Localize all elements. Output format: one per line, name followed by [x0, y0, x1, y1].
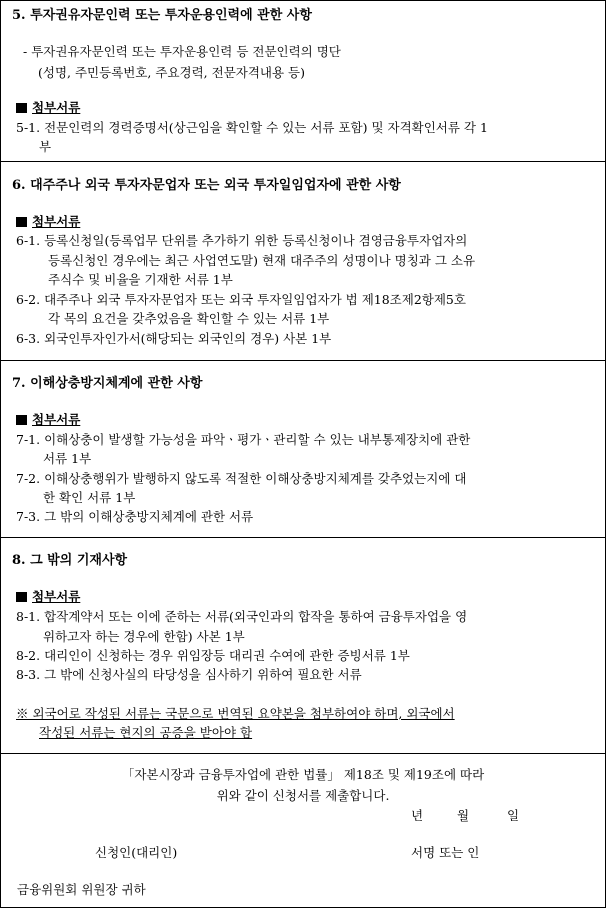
section-divider: [1, 537, 605, 538]
translation-note-cont: 작성된 서류는 현지의 공증을 받아야 함: [39, 725, 253, 740]
section-5-staff-details-text: (성명, 주민등록번호, 주요경력, 전문자격내용 등): [38, 65, 305, 80]
applicant-label: 신청인(대리인): [95, 845, 178, 860]
section-divider: [1, 753, 605, 754]
attachment-item-5-1-cont: 부: [39, 139, 52, 154]
section-7-attachments-heading: 첨부서류: [16, 411, 80, 429]
square-bullet-icon: [16, 592, 27, 602]
signature-label: 서명 또는 인: [411, 845, 480, 860]
attachment-item-8-1: 8-1. 합작계약서 또는 이에 준하는 서류(외국인과의 합작을 통하여 금융투자업을 영: [16, 609, 468, 624]
section-5-attachments-heading: 첨부서류: [16, 99, 80, 117]
square-bullet-icon: [16, 415, 27, 425]
square-bullet-icon: [16, 217, 27, 227]
attachment-item-7-1: 7-1. 이해상충이 발생할 가능성을 파악ㆍ평가ㆍ관리할 수 있는 내부통제장치에 관한: [16, 432, 471, 447]
attachment-item-6-1-cont: 등록신청인 경우에는 최근 사업연도말) 현재 대주주의 성명이나 명칭과 그 소유: [48, 253, 476, 268]
attachment-item-5-1: 5-1. 전문인력의 경력증명서(상근임을 확인할 수 있는 서류 포함) 및 자격확인서류 각 1: [16, 120, 488, 135]
attachment-item-6-3: 6-3. 외국인투자인가서(해당되는 외국인의 경우) 사본 1부: [16, 331, 332, 346]
section-divider: [1, 360, 605, 361]
section-6-title: 6. 대주주나 외국 투자자문업자 또는 외국 투자일임업자에 관한 사항: [12, 178, 401, 193]
attachment-item-8-1-cont: 위하고자 하는 경우에 한함) 사본 1부: [43, 629, 245, 644]
attachment-item-7-2-cont: 한 확인 서류 1부: [43, 490, 136, 505]
section-5-title: 5. 투자권유자문인력 또는 투자운용인력에 관한 사항: [12, 8, 312, 23]
attachment-item-6-2-cont: 각 목의 요건을 갖추었음을 확인할 수 있는 서류 1부: [48, 311, 330, 326]
translation-note: ※ 외국어로 작성된 서류는 국문으로 번역된 요약본을 첨부하여야 하며, 외국에서: [16, 706, 455, 721]
section-8-attachments-heading: 첨부서류: [16, 588, 80, 606]
section-5-staff-list-text: - 투자권유자문인력 또는 투자운용인력 등 전문인력의 명단: [23, 44, 341, 59]
attachment-item-6-1-cont: 주식수 및 비율을 기재한 서류 1부: [48, 272, 233, 287]
section-7-title: 7. 이해상충방지체계에 관한 사항: [12, 376, 203, 391]
attachment-item-8-2: 8-2. 대리인이 신청하는 경우 위임장등 대리권 수여에 관한 증빙서류 1부: [16, 648, 410, 663]
square-bullet-icon: [16, 103, 27, 113]
attachment-item-7-1-cont: 서류 1부: [43, 451, 92, 466]
attachment-item-7-2: 7-2. 이해상충행위가 발행하지 않도록 적절한 이해상충방지체계를 갖추었는지에 대: [16, 471, 467, 486]
submission-statement: 위와 같이 신청서를 제출합니다.: [216, 788, 390, 803]
addressee-label: 금융위원회 위원장 귀하: [17, 882, 146, 897]
attachment-item-8-3: 8-3. 그 밖에 신청사실의 타당성을 심사하기 위하여 필요한 서류: [16, 667, 362, 682]
attachment-item-6-2: 6-2. 대주주나 외국 투자자문업자 또는 외국 투자일임업자가 법 제18조제2항제5호: [16, 292, 466, 307]
date-day-label: 일: [507, 808, 520, 823]
legal-basis-text: 「자본시장과 금융투자업에 관한 법률」 제18조 및 제19조에 따라: [121, 767, 485, 782]
section-8-title: 8. 그 밖의 기재사항: [12, 553, 128, 568]
section-6-attachments-heading: 첨부서류: [16, 213, 80, 231]
attachment-item-7-3: 7-3. 그 밖의 이해상충방지체계에 관한 서류: [16, 509, 254, 524]
date-month-label: 월: [457, 808, 470, 823]
date-year-label: 년: [411, 808, 424, 823]
section-divider: [1, 161, 605, 162]
attachment-item-6-1: 6-1. 등록신청일(등록업무 단위를 추가하기 위한 등록신청이나 겸영금융투자업자의: [16, 233, 468, 248]
